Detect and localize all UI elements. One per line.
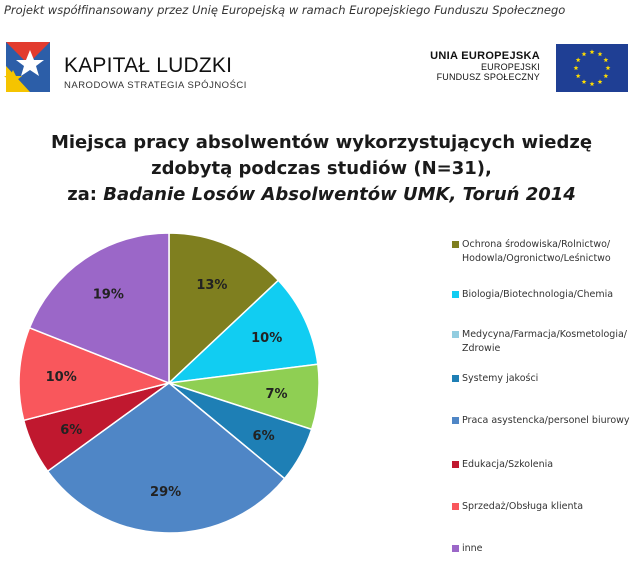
pie-data-label: 19% bbox=[92, 287, 124, 303]
chart-title-line3 bbox=[0, 182, 643, 208]
chart-title-line1: Miejsca pracy absolwentów wykorzystujących wiedzę bbox=[50, 132, 593, 153]
pie-data-label: 7% bbox=[265, 387, 288, 403]
legend-label: inne bbox=[462, 543, 483, 554]
pie-data-label: 10% bbox=[251, 331, 283, 346]
chart-title-source: Badanie Losów Absolwentów UMK, Toruń 2014 bbox=[103, 184, 576, 205]
legend-swatch bbox=[452, 291, 459, 298]
legend-label: Medycyna/Farmacja/Kosmetologia/ Zdrowie bbox=[462, 329, 627, 354]
eu-fund-line1: EUROPEJSKI bbox=[480, 62, 540, 72]
kapital-ludzki-logo bbox=[0, 30, 280, 100]
legend-label: Ochrona środowiska/Rolnictwo/ Hodowla/Ogronictwo/Leśnictwo bbox=[462, 239, 611, 264]
kapital-ludzki-name: KAPITAŁ LUDZKI bbox=[64, 54, 233, 77]
legend-label: Praca asystencka/personel biurowy bbox=[462, 415, 630, 426]
eu-fund-line2: FUNDUSZ SPOŁECZNY bbox=[436, 72, 540, 82]
eu-name: UNIA EUROPEJSKA bbox=[430, 50, 540, 62]
pie-data-label: 13% bbox=[196, 277, 228, 293]
chart-title-prefix: za: bbox=[67, 184, 104, 205]
pie-data-label: 6% bbox=[60, 423, 83, 438]
legend-swatch bbox=[452, 461, 459, 468]
chart-title-line2: zdobytą podczas studiów (N=31), bbox=[151, 158, 492, 179]
cofinancing-banner: Projekt współfinansowany przez Unię Europejską w ramach Europejskiego Funduszu Społecznego bbox=[4, 3, 566, 17]
legend-label: Systemy jakości bbox=[462, 373, 539, 384]
eu-logo bbox=[400, 40, 640, 94]
kapital-ludzki-emblem bbox=[0, 30, 62, 100]
legend-swatch bbox=[452, 241, 459, 248]
pie-chart bbox=[0, 225, 345, 545]
legend-swatch bbox=[452, 503, 459, 510]
kapital-ludzki-subtitle: NARODOWA STRATEGIA SPÓJNOŚCI bbox=[64, 80, 247, 91]
legend-label: Edukacja/Szkolenia bbox=[462, 459, 554, 470]
pie-data-label: 29% bbox=[150, 484, 182, 500]
legend-swatch bbox=[452, 375, 459, 382]
eu-text bbox=[430, 50, 540, 82]
pie-data-label: 6% bbox=[252, 429, 275, 444]
eu-flag-icon bbox=[556, 44, 628, 92]
legend-label: Biologia/Biotechnologia/Chemia bbox=[462, 289, 614, 300]
legend-label: Sprzedaż/Obsługa klienta bbox=[462, 501, 584, 512]
legend-swatch bbox=[452, 331, 459, 338]
legend-swatch bbox=[452, 417, 459, 424]
chart-title bbox=[0, 130, 643, 208]
legend-swatch bbox=[452, 545, 459, 552]
pie-data-label: 10% bbox=[45, 370, 77, 386]
